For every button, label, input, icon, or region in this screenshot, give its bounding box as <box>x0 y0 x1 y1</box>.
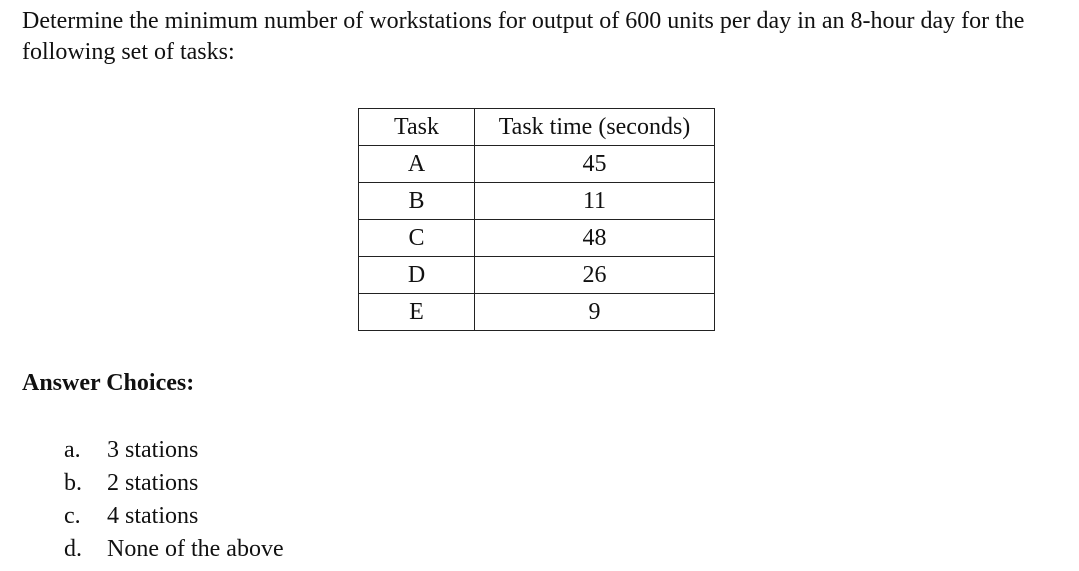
answer-choices-heading: Answer Choices: <box>22 370 195 396</box>
column-header-task-time: Task time (seconds) <box>475 109 715 146</box>
choice-marker: b. <box>64 470 82 496</box>
table-row <box>359 257 715 294</box>
task-time-cell: 48 <box>475 220 715 257</box>
table-row <box>359 294 715 331</box>
table-header-row <box>359 109 715 146</box>
choice-marker: d. <box>64 536 82 562</box>
table-row <box>359 146 715 183</box>
choice-label: 3 stations <box>107 437 199 463</box>
task-cell: B <box>359 183 475 220</box>
task-cell: A <box>359 146 475 183</box>
task-cell: E <box>359 294 475 331</box>
table-row <box>359 220 715 257</box>
choice-marker: c. <box>64 503 81 529</box>
task-time-cell: 26 <box>475 257 715 294</box>
task-time-cell: 9 <box>475 294 715 331</box>
answer-choices-list <box>64 434 284 566</box>
choice-label: None of the above <box>107 536 284 562</box>
task-time-cell: 11 <box>475 183 715 220</box>
choice-label: 2 stations <box>107 470 199 496</box>
question-text: Determine the minimum number of workstations for output of 600 units per day in an 8-hour day for the following set of tasks: <box>22 8 1025 65</box>
answer-choice-c[interactable] <box>64 500 284 533</box>
task-time-table <box>358 108 715 331</box>
task-time-cell: 45 <box>475 146 715 183</box>
task-cell: C <box>359 220 475 257</box>
choice-label: 4 stations <box>107 503 199 529</box>
answer-choice-a[interactable] <box>64 434 284 467</box>
answer-choice-d[interactable] <box>64 533 284 566</box>
column-header-task: Task <box>359 109 475 146</box>
choice-marker: a. <box>64 437 81 463</box>
task-cell: D <box>359 257 475 294</box>
table-row <box>359 183 715 220</box>
answer-choice-b[interactable] <box>64 467 284 500</box>
